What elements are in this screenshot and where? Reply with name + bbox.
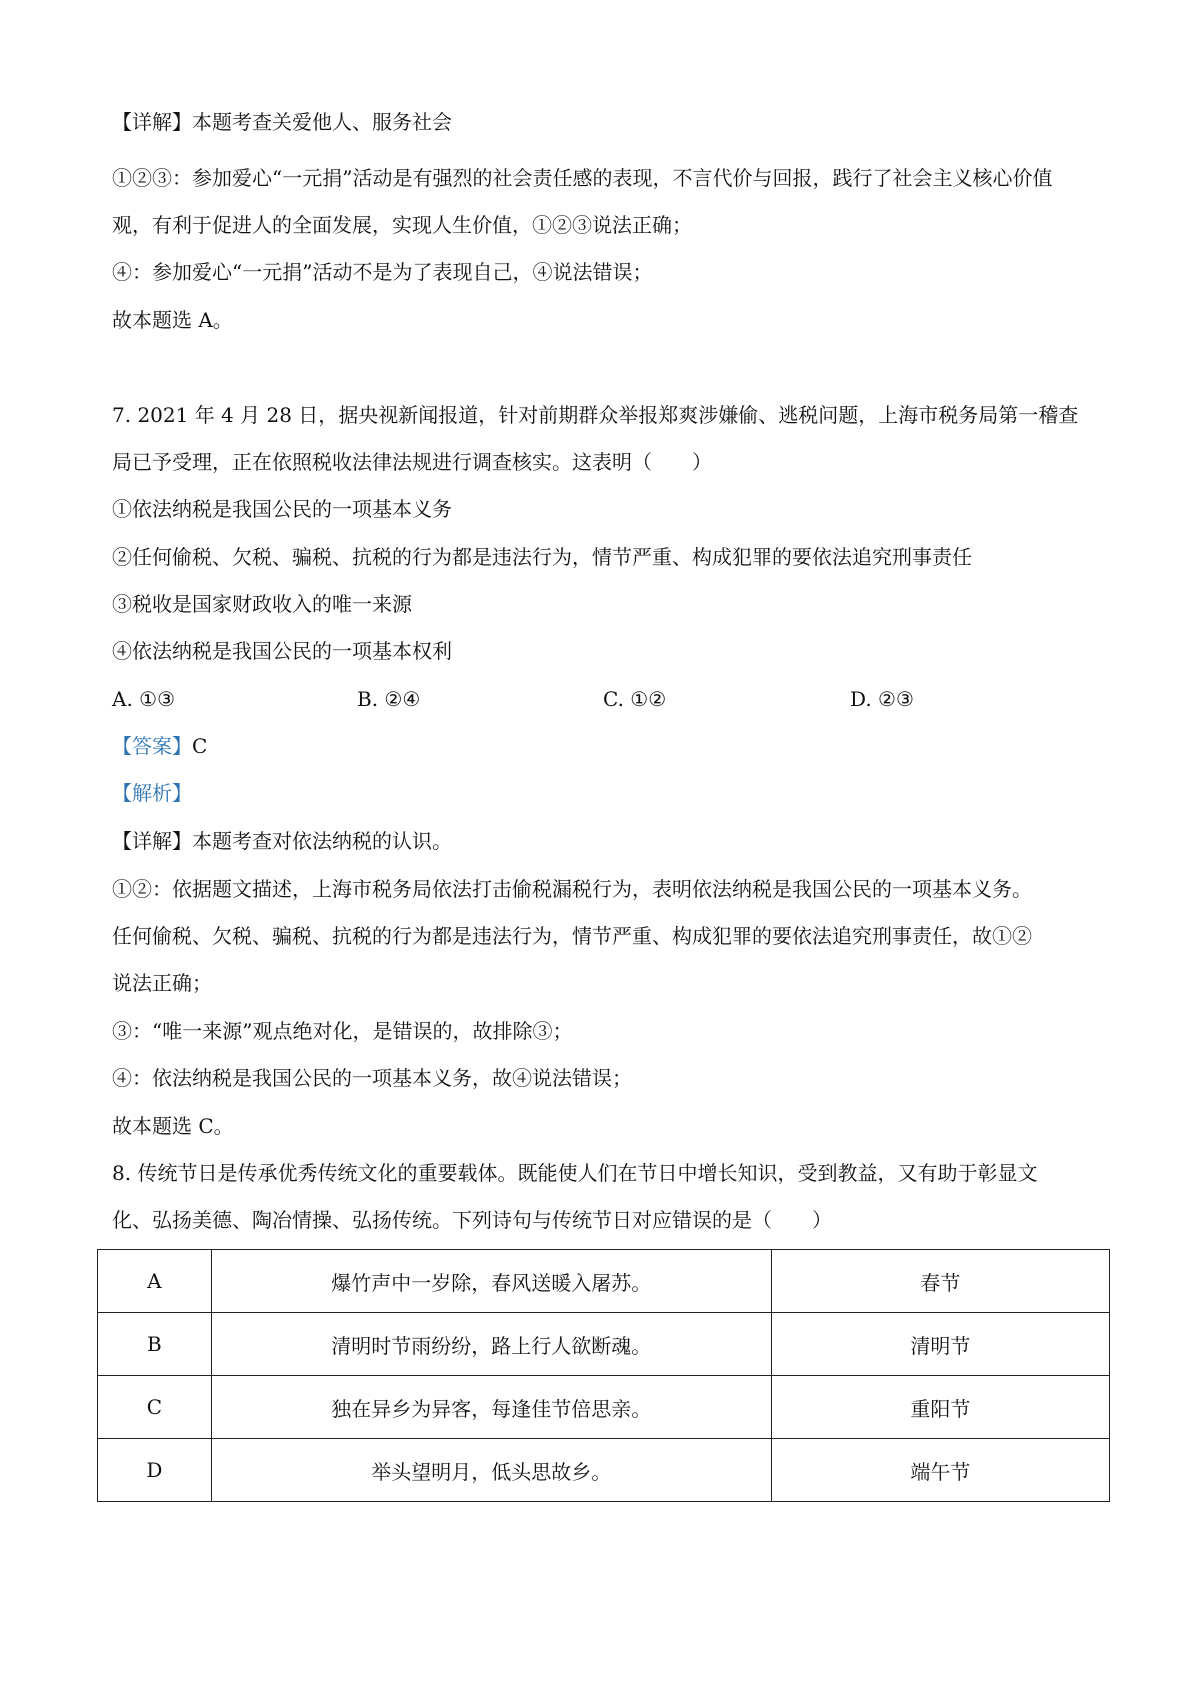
q7-detail: 【详解】本题考查对依法纳税的认识。 — [112, 829, 452, 853]
q7-item-4: ④依法纳税是我国公民的一项基本权利 — [112, 639, 452, 663]
q7-item-2: ②任何偷税、欠税、骗税、抗税的行为都是违法行为，情节严重、构成犯罪的要依法追究刑事责任 — [112, 545, 972, 569]
q8-table — [97, 1249, 1110, 1502]
q6-conclusion: 故本题选 A。 — [112, 308, 233, 332]
q7-option-c: C. ①② — [603, 687, 667, 711]
q8-row-festival: 清明节 — [771, 1313, 1109, 1376]
q8-row-letter: D — [98, 1439, 212, 1502]
q8-row-festival: 端午节 — [771, 1439, 1109, 1502]
q7-answer-label: 【答案】 — [112, 734, 192, 758]
q8-row-poem: 举头望明月，低头思故乡。 — [211, 1439, 771, 1502]
table-row — [98, 1250, 1110, 1313]
q7-explanation-1a: ①②：依据题文描述，上海市税务局依法打击偷税漏税行为，表明依法纳税是我国公民的一项基本义务。 — [112, 877, 1032, 901]
q7-explanation-2: ③：“唯一来源”观点绝对化，是错误的，故排除③； — [112, 1019, 573, 1043]
q7-answer-value: C — [192, 734, 208, 758]
q8-row-letter: B — [98, 1313, 212, 1376]
q7-item-1: ①依法纳税是我国公民的一项基本义务 — [112, 497, 452, 521]
q8-row-festival: 重阳节 — [771, 1376, 1109, 1439]
q6-explanation-1a: ①②③：参加爱心“一元捐”活动是有强烈的社会责任感的表现，不言代价与回报，践行了社会主义核心价值 — [112, 166, 1053, 190]
q8-row-poem: 清明时节雨纷纷，路上行人欲断魂。 — [211, 1313, 771, 1376]
q7-stem-2: 局已予受理，正在依照税收法律法规进行调查核实。这表明（ ） — [112, 450, 712, 474]
q8-row-festival: 春节 — [771, 1250, 1109, 1313]
q8-row-poem: 爆竹声中一岁除，春风送暖入屠苏。 — [211, 1250, 771, 1313]
q8-row-poem: 独在异乡为异客，每逢佳节倍思亲。 — [211, 1376, 771, 1439]
q8-stem-1: 8. 传统节日是传承优秀传统文化的重要载体。既能使人们在节日中增长知识，受到教益，又有助于彰显文 — [112, 1161, 1038, 1185]
q7-stem-1: 7. 2021 年 4 月 28 日，据央视新闻报道，针对前期群众举报郑爽涉嫌偷、逃税问题，上海市税务局第一稽查 — [112, 403, 1079, 427]
table-row — [98, 1313, 1110, 1376]
q6-detail: 【详解】本题考查关爱他人、服务社会 — [112, 110, 452, 134]
q7-option-b: B. ②④ — [357, 687, 421, 711]
q7-explanation-1b: 任何偷税、欠税、骗税、抗税的行为都是违法行为，情节严重、构成犯罪的要依法追究刑事责任，故①② — [112, 924, 1032, 948]
q7-option-a: A. ①③ — [112, 687, 176, 711]
q7-explanation-1c: 说法正确； — [112, 971, 212, 995]
q6-explanation-1b: 观，有利于促进人的全面发展，实现人生价值，①②③说法正确； — [112, 213, 692, 237]
q8-row-letter: A — [98, 1250, 212, 1313]
q6-explanation-2: ④：参加爱心“一元捐”活动不是为了表现自己，④说法错误； — [112, 260, 653, 284]
table-row — [98, 1439, 1110, 1502]
q7-answer — [112, 731, 1102, 761]
q7-conclusion: 故本题选 C。 — [112, 1114, 234, 1138]
q7-item-3: ③税收是国家财政收入的唯一来源 — [112, 592, 412, 616]
q7-explanation-3: ④：依法纳税是我国公民的一项基本义务，故④说法错误； — [112, 1066, 632, 1090]
q7-option-d: D. ②③ — [850, 687, 914, 711]
table-row — [98, 1376, 1110, 1439]
q8-row-letter: C — [98, 1376, 212, 1439]
q8-stem-2: 化、弘扬美德、陶冶情操、弘扬传统。下列诗句与传统节日对应错误的是（ ） — [112, 1208, 832, 1232]
q7-analysis-label: 【解析】 — [112, 781, 192, 805]
